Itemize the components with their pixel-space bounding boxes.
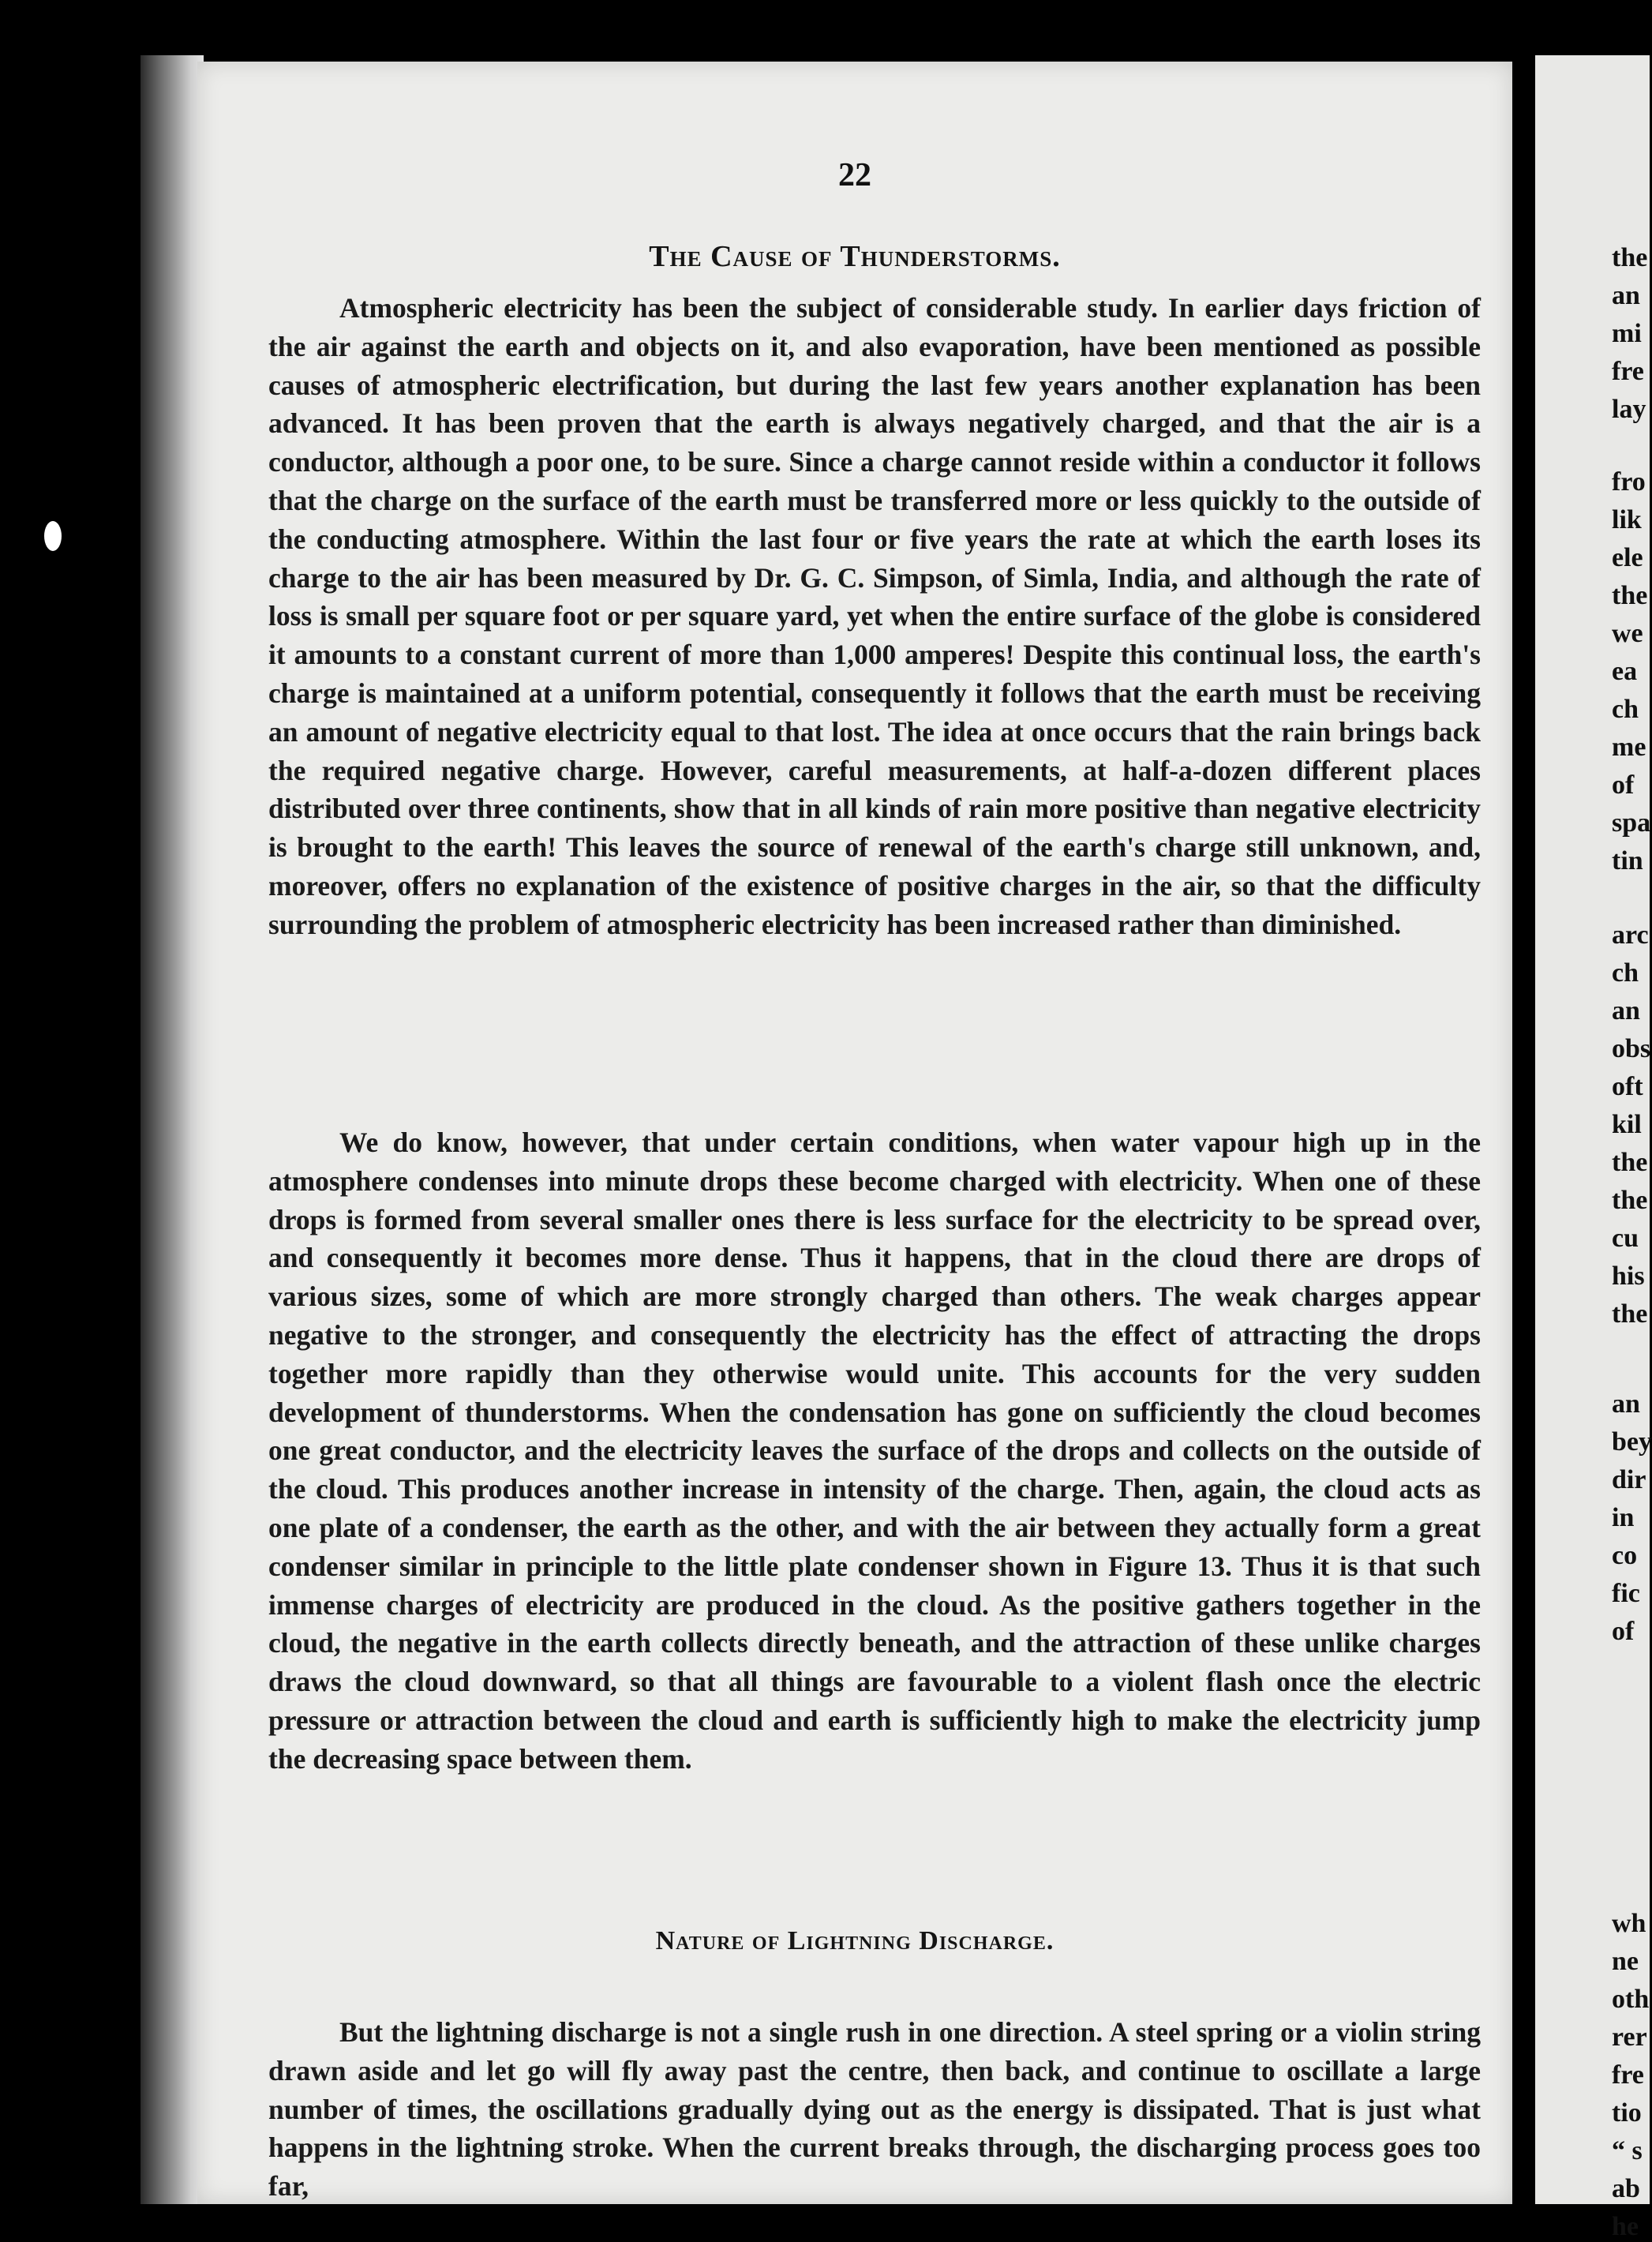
fragment: the <box>1612 581 1648 610</box>
fragment: in <box>1612 1503 1635 1532</box>
fragment: he <box>1612 2212 1639 2241</box>
fragment: me <box>1612 733 1646 762</box>
fragment: fre <box>1612 2060 1644 2090</box>
fragment: oft <box>1612 1072 1643 1101</box>
paragraph-atmospheric-electricity: Atmospheric electricity has been the subject of considerable study. In earlier days friction of the air against the earth and objects on it, and also evaporation, have been mentioned as possible causes of atmospheric electrification, but during the last few years another explanation has been advanced. It has been proven that the earth is always negatively charged, and that the air is a conductor, although a poor one, to be sure. Since a charge cannot reside within a conductor it follows that the charge on the surface of the earth must be transferred more or less quickly to the outside of the conducting atmosphere. Within the last four or five years the rate at which the earth loses its charge to the air has been measured by Dr. G. C. Simpson, of Simla, India, and although the rate of loss is small per square foot or per square yard, yet when the entire surface of the globe is considered it amounts to a constant current of more than 1,000 amperes! Despite this continual loss, the earth's charge is maintained at a uniform potential, consequently it follows that the earth must be receiving an amount of negative electricity equal to that lost. The idea at once occurs that the rain brings back the required negative charge. However, careful measurements, at half-a-dozen different places distributed over three continents, show that in all kinds of rain more positive than negative electricity is brought to the earth! This leaves the source of renewal of the earth's charge still unknown, and, moreover, offers no explanation of the existence of positive charges in the air, so that the difficulty surrounding the problem of atmospheric electricity has been increased rather than diminished. <box>268 292 1481 940</box>
scan-speck <box>44 521 62 551</box>
fragment: tin <box>1612 846 1643 875</box>
fragment: the <box>1612 243 1648 272</box>
fragment: dir <box>1612 1465 1646 1494</box>
fragment: mi <box>1612 319 1642 348</box>
adjacent-page-edge <box>1535 55 1652 2241</box>
fragment: cu <box>1612 1224 1639 1253</box>
fragment: spa <box>1612 808 1651 838</box>
page-number: 22 <box>838 157 871 193</box>
section-heading-lightning-discharge: Nature of Lightning Discharge. <box>655 1926 1055 1955</box>
fragment: an <box>1612 281 1640 310</box>
fragment: of <box>1612 1617 1635 1646</box>
fragment: ea <box>1612 657 1638 686</box>
fragment: the <box>1612 1148 1648 1177</box>
fragment: lay <box>1612 395 1646 424</box>
paragraph-condensation: We do know, however, that under certain conditions, when water vapour high up in the atmosphere condenses into minute drops these become charged with electricity. When one of these drops is formed from several smaller ones there is less surface for the electricity to be spread over, and consequently it becomes more dense. Thus it happens, that in the cloud there are drops of various sizes, some of which are more strongly charged than others. The weak charges appear negative to the stronger, and consequently the electricity has the effect of attracting the drops together more rapidly than they otherwise would unite. This accounts for the very sudden development of thunderstorms. When the condensation has gone on sufficiently the cloud becomes one great conductor, and the electricity leaves the surface of the drops and collects on the outside of the cloud. This produces another increase in intensity of the charge. Then, again, the cloud acts as one plate of a condenser, the earth as the other, and with the air between they actually form a great condenser similar in principle to the little plate condenser shown in Figure 13. Thus it is that such immense charges of electricity are produced in the cloud. As the positive gathers together in the cloud, the negative in the earth collects directly beneath, and the attraction of these unlike charges draws the cloud downward, so that all things are favourable to a violent flash once the electric pressure or attraction between the cloud and earth is sufficiently high to make the electricity jump the decreasing space between them. <box>268 1127 1481 1775</box>
fragment: lik <box>1612 505 1642 534</box>
fragment: obs <box>1612 1034 1651 1063</box>
fragment: ch <box>1612 958 1639 988</box>
fragment: bey <box>1612 1427 1652 1457</box>
fragment: the <box>1612 1299 1648 1329</box>
fragment: ch <box>1612 695 1639 724</box>
fragment: fre <box>1612 357 1644 386</box>
fragment: rer <box>1612 2023 1647 2052</box>
fragment: of <box>1612 770 1635 800</box>
fragment: an <box>1612 996 1640 1025</box>
paragraph-lightning-oscillation: But the lightning discharge is not a single rush in one direction. A steel spring or a violin string drawn aside and let go will fly away past the centre, then back, and continue to oscillate a large number of times, the oscillations gradually dying out as the energy is dissipated. That is just what happens in the lightning stroke. When the current breaks through, the discharging process goes too far, <box>268 2016 1481 2203</box>
book-binding-edge <box>140 55 204 2204</box>
fragment: an <box>1612 1389 1640 1419</box>
fragment: the <box>1612 1186 1648 1215</box>
fragment: ne <box>1612 1947 1639 1976</box>
fragment: fic <box>1612 1579 1640 1608</box>
fragment: kil <box>1612 1110 1642 1139</box>
fragment: his <box>1612 1262 1645 1291</box>
fragment: ele <box>1612 543 1643 572</box>
fragment: we <box>1612 619 1643 648</box>
fragment: fro <box>1612 467 1646 497</box>
section-heading-thunderstorms: The Cause of Thunderstorms. <box>649 240 1061 273</box>
fragment: co <box>1612 1541 1638 1570</box>
fragment: wh <box>1612 1909 1646 1938</box>
page-sheet <box>197 62 1512 2204</box>
fragment: ab <box>1612 2174 1640 2203</box>
fragment: oth <box>1612 1985 1650 2014</box>
fragment: “ s <box>1612 2136 1643 2165</box>
fragment: arc <box>1612 920 1649 950</box>
fragment: tio <box>1612 2098 1642 2128</box>
